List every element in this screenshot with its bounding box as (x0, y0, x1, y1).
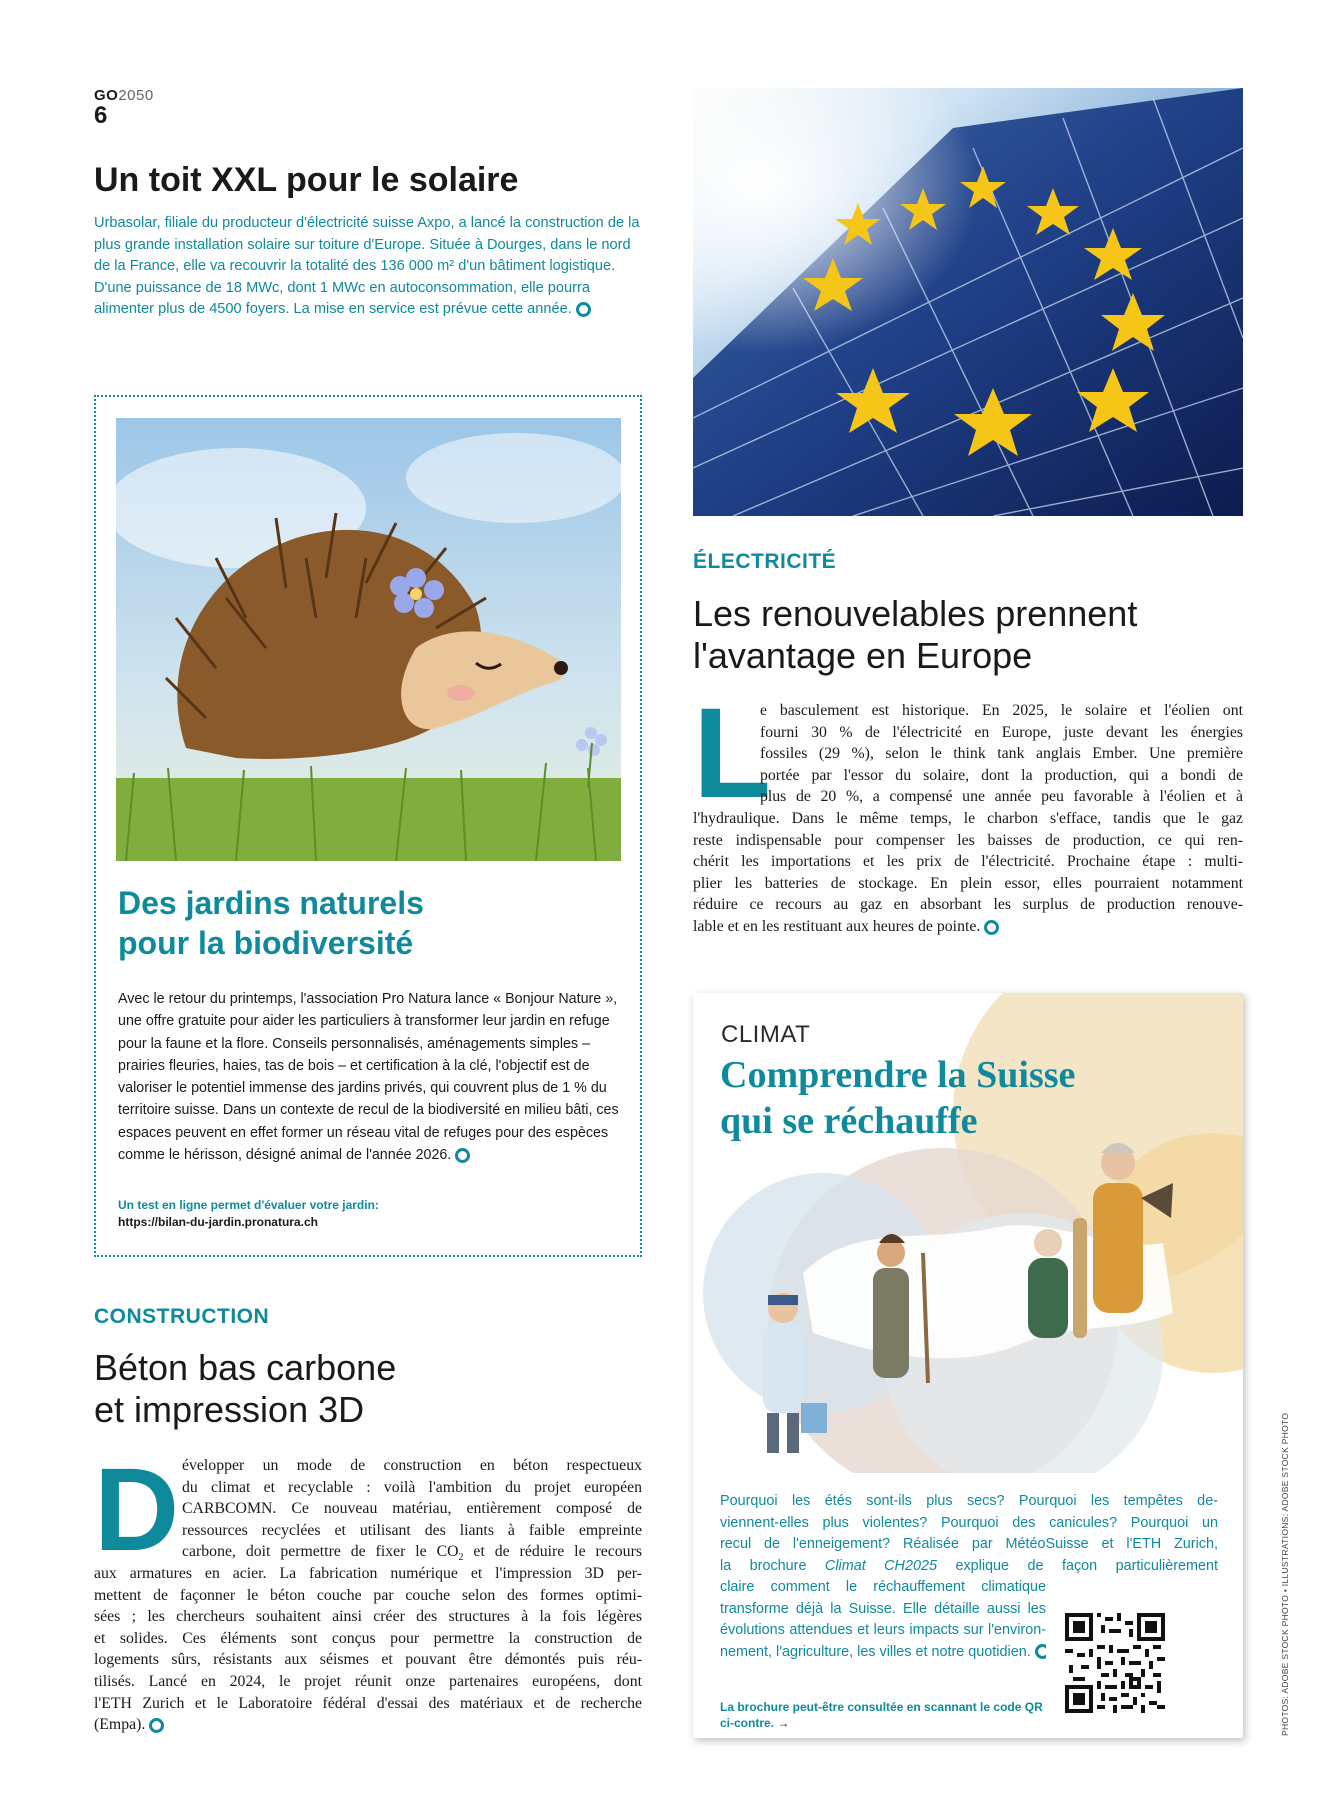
construction-line: tilisés. Lancé en 2024, le projet réunit onze partenaires européens, dont (94, 1672, 642, 1690)
photo-credits: PHOTOS: ADOBE STOCK PHOTO • ILLUSTRATIONS: ADOBE STOCK PHOTO (1280, 1412, 1290, 1736)
garden-title-line1: Des jardins naturels (118, 885, 424, 921)
arrow-right-icon: → (777, 1716, 790, 1730)
garden-title (118, 883, 618, 963)
construction-line: logements sûrs, résistants aux séismes et pouvant être démontés puis réu- (94, 1651, 642, 1669)
climate-title-line1: Comprendre la Suisse (720, 1054, 1076, 1096)
brochure-after: explique de façon particulièrement (955, 1557, 1218, 1574)
qr-code-icon[interactable] (1065, 1613, 1165, 1713)
co2-subscript: 2 (458, 1552, 464, 1563)
electricity-title-line2: l'avantage en Europe (693, 635, 1033, 676)
brand-bold: GO (94, 87, 119, 104)
co2-before: carbone, doit permettre de fixer le CO (182, 1543, 459, 1561)
end-mark-icon (455, 1148, 470, 1163)
electricity-dropcap: L (693, 682, 772, 825)
end-mark-icon (1035, 1644, 1046, 1659)
climate-line: évolutions attendues et leurs impacts sur l'environ- (720, 1622, 1046, 1638)
brochure-name: Climat CH2025 (824, 1557, 937, 1574)
construction-line: ressources recyclées et utilisant des liants à faible empreinte (182, 1521, 642, 1539)
person-skier (1028, 1218, 1087, 1338)
electricity-line-last-text: lable et en les restituant aux heures de pointe. (693, 917, 981, 935)
electricity-line: plus de 20 %, a compensé une année peu favorable à l'éolien et à (760, 788, 1243, 806)
solar-roof-title: Un toit XXL pour le solaire (94, 161, 519, 199)
climate-title-line2: qui se réchauffe (720, 1100, 978, 1142)
climate-line: transforme déjà la Suisse. Elle détaille aussi les (720, 1600, 1046, 1617)
climate-title (720, 1052, 1200, 1144)
climate-line: Pourquoi les étés sont-ils plus secs? Pourquoi les tempêtes de- (720, 1493, 1218, 1509)
construction-line: CARBCOMN. Ce nouveau matériau, entièrement composé de (182, 1500, 642, 1518)
electricity-line: portée par l'essor du solaire, dont la production, qui a bondi de (760, 766, 1243, 784)
construction-line-last-text: (Empa). (94, 1716, 146, 1734)
electricity-line: e basculement est historique. En 2025, le solaire et l'éolien ont (760, 702, 1243, 719)
construction-line: aux armatures en acier. La fabrication numérique et l'impression 3D per- (94, 1564, 642, 1582)
construction-line: l'ETH Zurich et le Laboratoire fédéral d'essai des matériaux et de recherche (94, 1694, 642, 1712)
end-mark-icon (984, 920, 999, 935)
construction-line: évelopper un mode de construction en béton respectueux (182, 1457, 642, 1474)
climate-line: claire comment le réchauffement climatique (720, 1579, 1046, 1595)
solar-panels-photo (693, 88, 1243, 516)
qr-code-graphic (1065, 1613, 1165, 1713)
electricity-title-line1: Les renouvelables prennent (693, 593, 1138, 634)
construction-title-line1: Béton bas carbone (94, 1347, 397, 1388)
garden-title-line2: pour la biodiversité (118, 925, 414, 961)
garden-text: Avec le retour du printemps, l'association Pro Natura lance « Bonjour Nature », une offre gratuite pour aider les particuliers à transformer leur jardin en refuge pour la faune et la flore. Conseils personnalisés, aménagements simples – prairies fleuries, haies, tas de bois – et certification à la clé, l'objectif est de valoriser le potentiel immense des jardins privés, qui couvrent plus de 1 % du territoire suisse. Dans un contexte de recul de la biodiversité en milieu bâti, ces espaces peuvent en effet former un réseau vital de refuges pour des espèces comme le hérisson, désigné animal de l'année 2026. (118, 991, 619, 1164)
climate-line-last-text: nement, l'agriculture, les villes et notre quotidien. (720, 1643, 1031, 1660)
climate-note-text: La brochure peut-être consultée en scannant le code QR ci-contre. (720, 1700, 1043, 1730)
electricity-line: réduire ce recours au gaz en absorbant les surplus de production renouve- (693, 896, 1243, 914)
solar-panels-illustration (693, 88, 1243, 516)
electricity-line: fossiles (29 %), selon le think tank anglais Ember. Une première (760, 745, 1243, 763)
construction-line: du climat et recyclable : voilà l'ambition du projet européen (182, 1478, 642, 1496)
construction-kicker: CONSTRUCTION (94, 1305, 270, 1328)
construction-line-last (94, 1714, 642, 1736)
brochure-prefix: la brochure (720, 1557, 825, 1574)
solar-roof-body (94, 213, 644, 321)
end-mark-icon (576, 302, 591, 317)
construction-title (94, 1347, 614, 1431)
brand-light: 2050 (118, 87, 154, 104)
page-number: 6 (94, 102, 108, 129)
garden-link-intro: Un test en ligne permet d'évaluer votre jardin: (118, 1198, 379, 1212)
climate-line-brochure (720, 1556, 1218, 1578)
hedgehog-icon (116, 418, 621, 861)
electricity-kicker: ÉLECTRICITÉ (693, 550, 837, 573)
climate-note (720, 1699, 1050, 1731)
garden-link-url[interactable]: https://bilan-du-jardin.pronatura.ch (118, 1215, 318, 1229)
climate-kicker: CLIMAT (721, 1021, 811, 1048)
construction-dropcap: D (94, 1444, 180, 1576)
climate-line: viennent-elles plus violentes? Pourquoi des canicules? Pourquoi un (720, 1514, 1218, 1531)
construction-line-co2 (94, 1541, 642, 1563)
construction-title-line2: et impression 3D (94, 1389, 365, 1430)
garden-link-block (118, 1197, 618, 1231)
construction-line: mettent de façonner le béton couche par couche selon des formes optimi- (94, 1586, 642, 1604)
electricity-line: l'hydraulique. Dans le même temps, le charbon s'efface, tandis que le gaz (693, 809, 1243, 827)
construction-line: et solides. Ces éléments sont conçus pour permettre la construction de (94, 1629, 642, 1647)
garden-body (118, 988, 626, 1166)
construction-line: sées ; les chercheurs souhaitent ainsi créer des structures à la fois légères (94, 1608, 642, 1626)
solar-roof-text: Urbasolar, filiale du producteur d'électricité suisse Axpo, a lancé la construction de la plus grande installation solaire sur toiture d'Europe. Située à Dourges, dans le nord de la France, elle va recouvrir la totalité des 136 000 m² d'un bâtiment logistique. D'une puissance de 18 MWc, dont 1 MWc en autoconsommation, elle pourra alimenter plus de 4500 foyers. La mise en service est prévue cette année. (94, 215, 640, 317)
electricity-title (693, 593, 1243, 677)
end-mark-icon (149, 1718, 164, 1733)
electricity-line: fourni 30 % de l'électricité en Europe, juste devant les énergies (760, 723, 1243, 741)
hedgehog-illustration (116, 418, 621, 861)
electricity-line: plier les batteries de stockage. En plein essor, elles pourraient notamment (693, 874, 1243, 892)
brand-logo (94, 88, 154, 103)
electricity-body (693, 682, 1243, 938)
electricity-line: chérit les importations et les prix de l'électricité. Prochaine étape : multi- (693, 853, 1243, 871)
construction-body (94, 1444, 642, 1736)
climate-line: recul de l'enneigement? Réalisée par MétéoSuisse et l'ETH Zurich, (720, 1536, 1218, 1552)
electricity-line-last (693, 916, 1243, 938)
climate-card (693, 993, 1243, 1738)
co2-after: et de réduire le recours (463, 1543, 642, 1561)
climate-line-last (720, 1642, 1046, 1664)
electricity-line: reste indispensable pour compenser les baisses de production, ce qui ren- (693, 831, 1243, 849)
